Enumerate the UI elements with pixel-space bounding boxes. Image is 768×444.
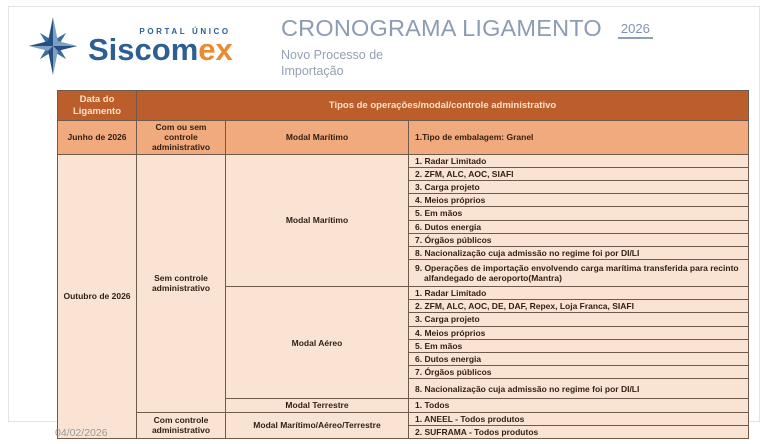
schedule-table	[57, 90, 749, 439]
year-link[interactable]: 2026	[618, 21, 653, 39]
table-header-row	[58, 91, 749, 121]
siscomex-wordmark	[88, 34, 233, 65]
cell-junho-control: Com ou sem controle administrativo	[137, 121, 226, 155]
page-title: CRONOGRAMA LIGAMENTO	[281, 15, 602, 41]
cell-aereo-label: Modal Aéreo	[226, 287, 409, 399]
subtitle-line-1: Novo Processo de	[281, 47, 384, 62]
cell-terrestre-item: 1. Todos	[409, 399, 749, 412]
cell-junho-item: 1.Tipo de embalagem: Granel	[409, 121, 749, 155]
cell-maritimo-item-4: 4. Meios próprios	[409, 194, 749, 207]
cell-outubro-date: Outubro de 2026	[58, 154, 137, 438]
cell-aereo-item-6: 6. Dutos energia	[409, 353, 749, 366]
cell-aereo-item-1: 1. Radar Limitado	[409, 287, 749, 300]
portal-unico-label: PORTAL ÚNICO	[139, 27, 231, 36]
cell-aereo-item-3: 3. Carga projeto	[409, 313, 749, 326]
subtitle-line-2: Importação	[281, 63, 344, 78]
cell-maritimo-item-9: 9. Operações de importação envolvendo carga marítima transferida para recinto alfandegado de aeroporto(Mantra)	[409, 260, 749, 287]
page-subtitle	[281, 47, 653, 79]
table-row	[58, 412, 749, 425]
cell-junho-modal: Modal Marítimo	[226, 121, 409, 155]
cell-aereo-item-2: 2. ZFM, ALC, AOC, DE, DAF, Repex, Loja Franca, SIAFI	[409, 300, 749, 313]
cell-maritimo-item-5: 5. Em mãos	[409, 207, 749, 220]
table-row-junho	[58, 121, 749, 155]
cell-suframa-item: 2. SUFRAMA - Todos produtos	[409, 425, 749, 438]
header-types-col: Tipos de operações/modal/controle administrativo	[137, 91, 749, 121]
cell-maritimo-item-3: 3. Carga projeto	[409, 180, 749, 193]
cell-aereo-item-4: 4. Meios próprios	[409, 326, 749, 339]
brand-logo	[24, 12, 233, 80]
title-block	[281, 17, 653, 79]
cell-aereo-item-7: 7. Órgãos públicos	[409, 366, 749, 379]
cell-maritimo-label: Modal Marítimo	[226, 154, 409, 287]
footer-date: 04/02/2026	[55, 427, 108, 439]
header-date-col: Data do Ligamento	[58, 91, 137, 121]
cell-com-controle: Com controle administrativo	[137, 412, 226, 438]
wordmark-main: Siscom	[88, 32, 199, 67]
cell-sem-controle: Sem controle administrativo	[137, 154, 226, 412]
cell-aneel-item: 1. ANEEL - Todos produtos	[409, 412, 749, 425]
cell-maritimo-item-2: 2. ZFM, ALC, AOC, SIAFI	[409, 167, 749, 180]
brand-text	[88, 27, 233, 65]
cell-maritimo-item-8: 8. Nacionalização cuja admissão no regime foi por DI/LI	[409, 246, 749, 259]
compass-star-icon	[24, 12, 82, 80]
cell-terrestre-label: Modal Terrestre	[226, 399, 409, 412]
cell-maritimo-item-1: 1. Radar Limitado	[409, 154, 749, 167]
cell-maritimo-item-7: 7. Órgãos públicos	[409, 233, 749, 246]
cell-aereo-item-5: 5. Em mãos	[409, 339, 749, 352]
cell-aereo-item-8: 8. Nacionalização cuja admissão no regime foi por DI/LI	[409, 379, 749, 399]
cell-junho-date: Junho de 2026	[58, 121, 137, 155]
cell-maritimo-item-6: 6. Dutos energia	[409, 220, 749, 233]
wordmark-suffix: ex	[198, 32, 233, 67]
cell-todos-modais-label: Modal Marítimo/Aéreo/Terrestre	[226, 412, 409, 438]
table-row	[58, 154, 749, 167]
